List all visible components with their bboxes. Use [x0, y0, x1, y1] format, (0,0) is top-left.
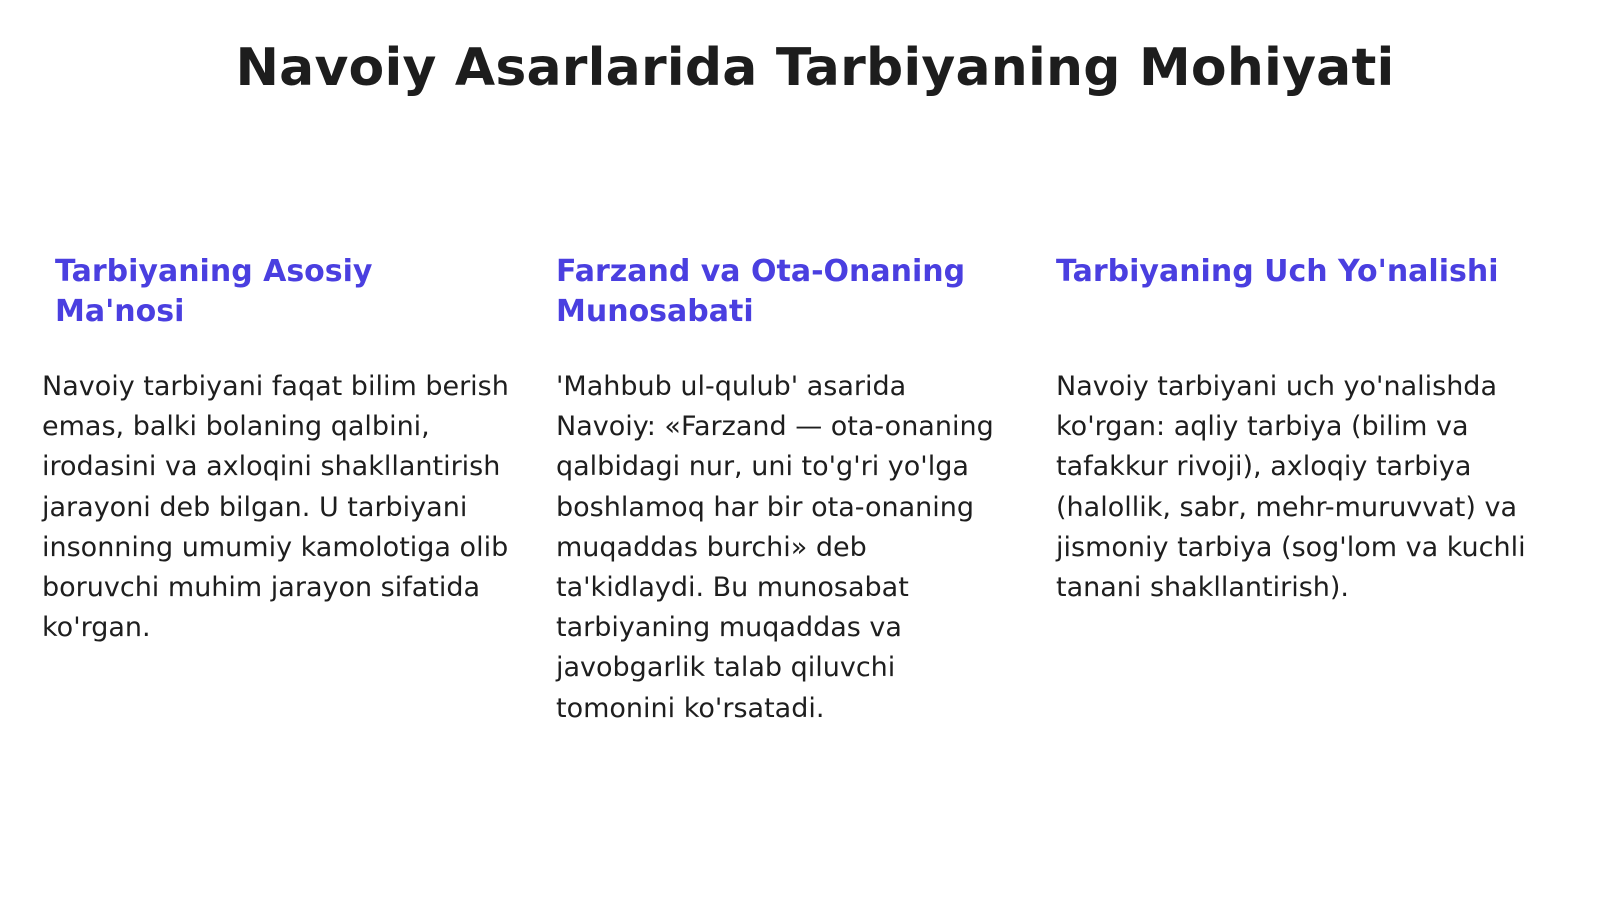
column-heading: Farzand va Ota-Onaning Munosabati — [556, 254, 966, 329]
column-body-text: 'Mahbub ul-qulub' asarida Navoiy: «Farzand — ota-onaning qalbidagi nur, uni to'g'ri yo'lga boshlamoq har bir ota-onaning muqaddas burchi» deb ta'kidlaydi. Bu munosabat tarbiyaning muqaddas va javobgarlik talab qiluvchi tomonini ko'rsatadi. — [556, 371, 994, 724]
column-tarbiyaning-uch-yonalishi — [1056, 252, 1526, 604]
column-heading: Tarbiyaning Uch Yo'nalishi — [1056, 254, 1499, 289]
column-tarbiyaning-asosiy-manosi — [42, 252, 512, 644]
column-body-text: Navoiy tarbiyani uch yo'nalishda ko'rgan: aqliy tarbiya (bilim va tafakkur rivoji), axloqiy tarbiya (halollik, sabr, mehr-muruvvat) va jismoniy tarbiya (sog'lom va kuchli tanani shakllantirish). — [1056, 371, 1526, 604]
slide-title: Navoiy Asarlarida Tarbiyaning Mohiyati — [235, 38, 1395, 98]
column-farzand-va-ota-onaning-munosabati — [556, 252, 1026, 724]
column-body-text: Navoiy tarbiyani faqat bilim berish emas, balki bolaning qalbini, irodasini va axloqini shakllantirish jarayoni deb bilgan. U tarbiyani insonning umumiy kamolotiga olib boruvchi muhim jarayon sifatida ko'rgan. — [42, 371, 509, 644]
column-heading: Tarbiyaning Asosiy Ma'nosi — [55, 254, 373, 329]
